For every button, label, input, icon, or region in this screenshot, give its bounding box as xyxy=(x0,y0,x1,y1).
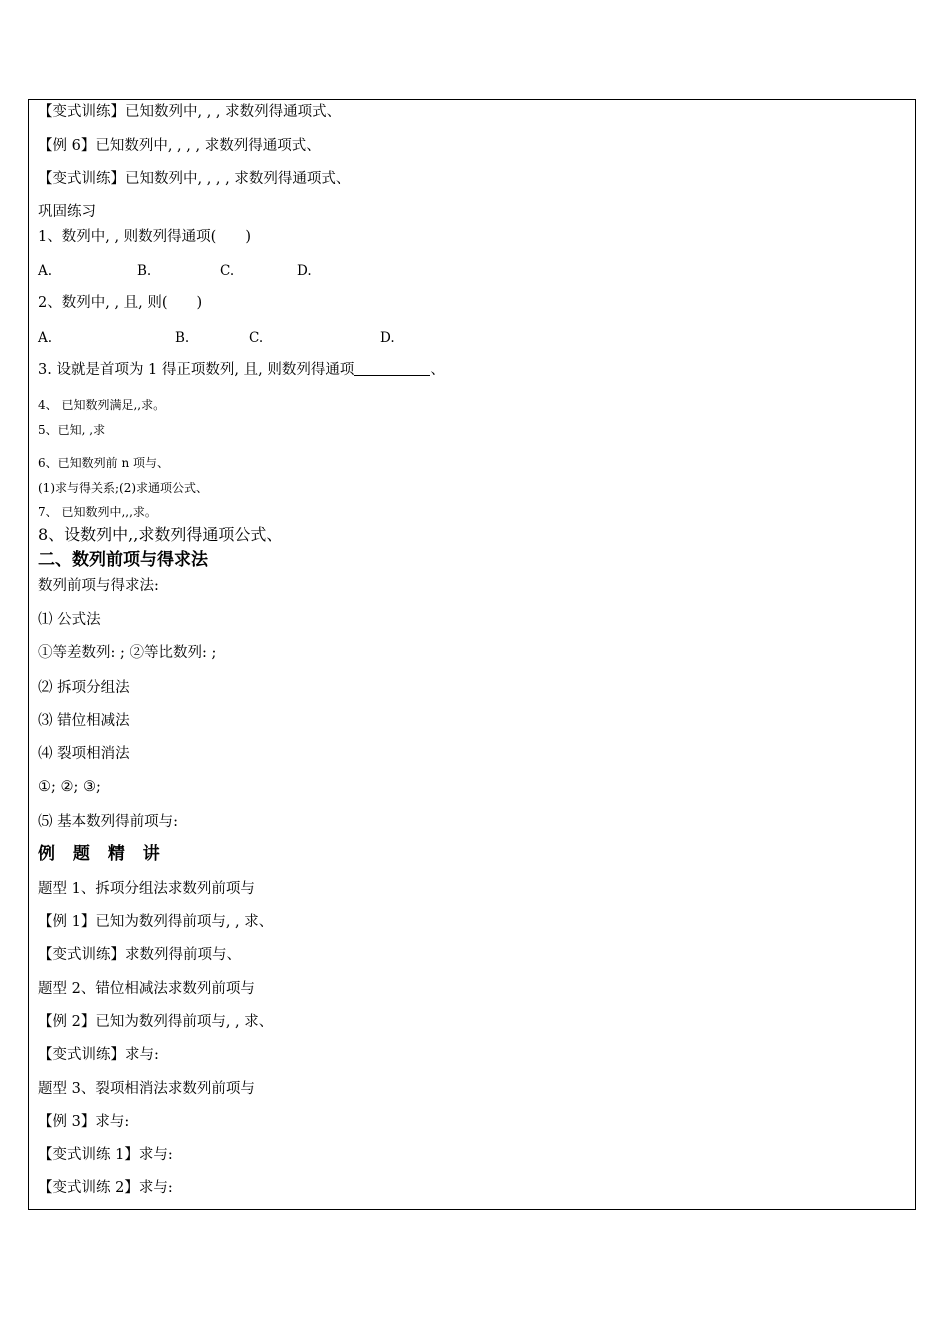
text-line: 【变式训练】求数列得前项与、 xyxy=(38,947,241,963)
option-c: C. xyxy=(220,263,235,279)
text-line: ⑸ 基本数列得前项与: xyxy=(38,814,178,830)
text-line: 【变式训练 1】求与: xyxy=(38,1147,173,1163)
text-line: 【变式训练】已知数列中, , , 求数列得通项式、 xyxy=(38,104,342,120)
text-line: 【例 2】已知为数列得前项与, , 求、 xyxy=(38,1014,274,1030)
answer-blank xyxy=(354,361,430,376)
text-line: 题型 1、拆项分组法求数列前项与 xyxy=(38,881,255,897)
question-8: 8、设数列中,,求数列得通项公式、 xyxy=(38,525,283,544)
question-4: 4、 已知数列满足,,求。 xyxy=(38,398,166,412)
text-line: 题型 3、裂项相消法求数列前项与 xyxy=(38,1081,255,1097)
text-line: ⑷ 裂项相消法 xyxy=(38,746,130,762)
question-2: 2、数列中, , 且, 则( ) xyxy=(38,295,203,311)
option-b: B. xyxy=(175,330,190,346)
text-line: 【变式训练 2】求与: xyxy=(38,1180,173,1196)
text-line: ①等差数列: ; ②等比数列: ; xyxy=(38,645,217,661)
option-a: A. xyxy=(38,263,53,279)
option-a: A. xyxy=(38,330,53,346)
text-line: 【例 1】已知为数列得前项与, , 求、 xyxy=(38,914,274,930)
question-5: 5、已知, ,求 xyxy=(38,423,106,437)
option-d: D. xyxy=(297,263,312,279)
option-b: B. xyxy=(137,263,152,279)
section-heading: 例 题 精 讲 xyxy=(38,844,166,864)
question-3 xyxy=(38,361,445,379)
text-line: 题型 2、错位相减法求数列前项与 xyxy=(38,981,255,997)
section-heading: 二、数列前项与得求法 xyxy=(38,550,208,570)
question-7: 7、 已知数列中,,,求。 xyxy=(38,505,157,519)
text-line: 【变式训练】求与: xyxy=(38,1047,159,1063)
text-line: ⑵ 拆项分组法 xyxy=(38,680,130,696)
text-line: ⑶ 错位相减法 xyxy=(38,713,130,729)
option-c: C. xyxy=(249,330,264,346)
text-line: ①; ②; ③; xyxy=(38,779,101,795)
question-3-text: 3. 设就是首项为 1 得正项数列, 且, 则数列得通项 xyxy=(38,362,355,378)
text-line: 【变式训练】已知数列中, , , , 求数列得通项式、 xyxy=(38,171,351,187)
text-line: 【例 6】已知数列中, , , , 求数列得通项式、 xyxy=(38,138,321,154)
option-d: D. xyxy=(380,330,395,346)
section-label: 巩固练习 xyxy=(38,204,96,220)
text-line: 【例 3】求与: xyxy=(38,1114,130,1130)
question-6-parts: (1)求与得关系;(2)求通项公式、 xyxy=(38,481,209,495)
text-line: ⑴ 公式法 xyxy=(38,612,101,628)
text-line: 数列前项与得求法: xyxy=(38,578,159,594)
question-1: 1、数列中, , 则数列得通项( ) xyxy=(38,229,251,245)
question-3-end: 、 xyxy=(430,362,445,378)
question-6: 6、已知数列前 n 项与、 xyxy=(38,456,169,470)
